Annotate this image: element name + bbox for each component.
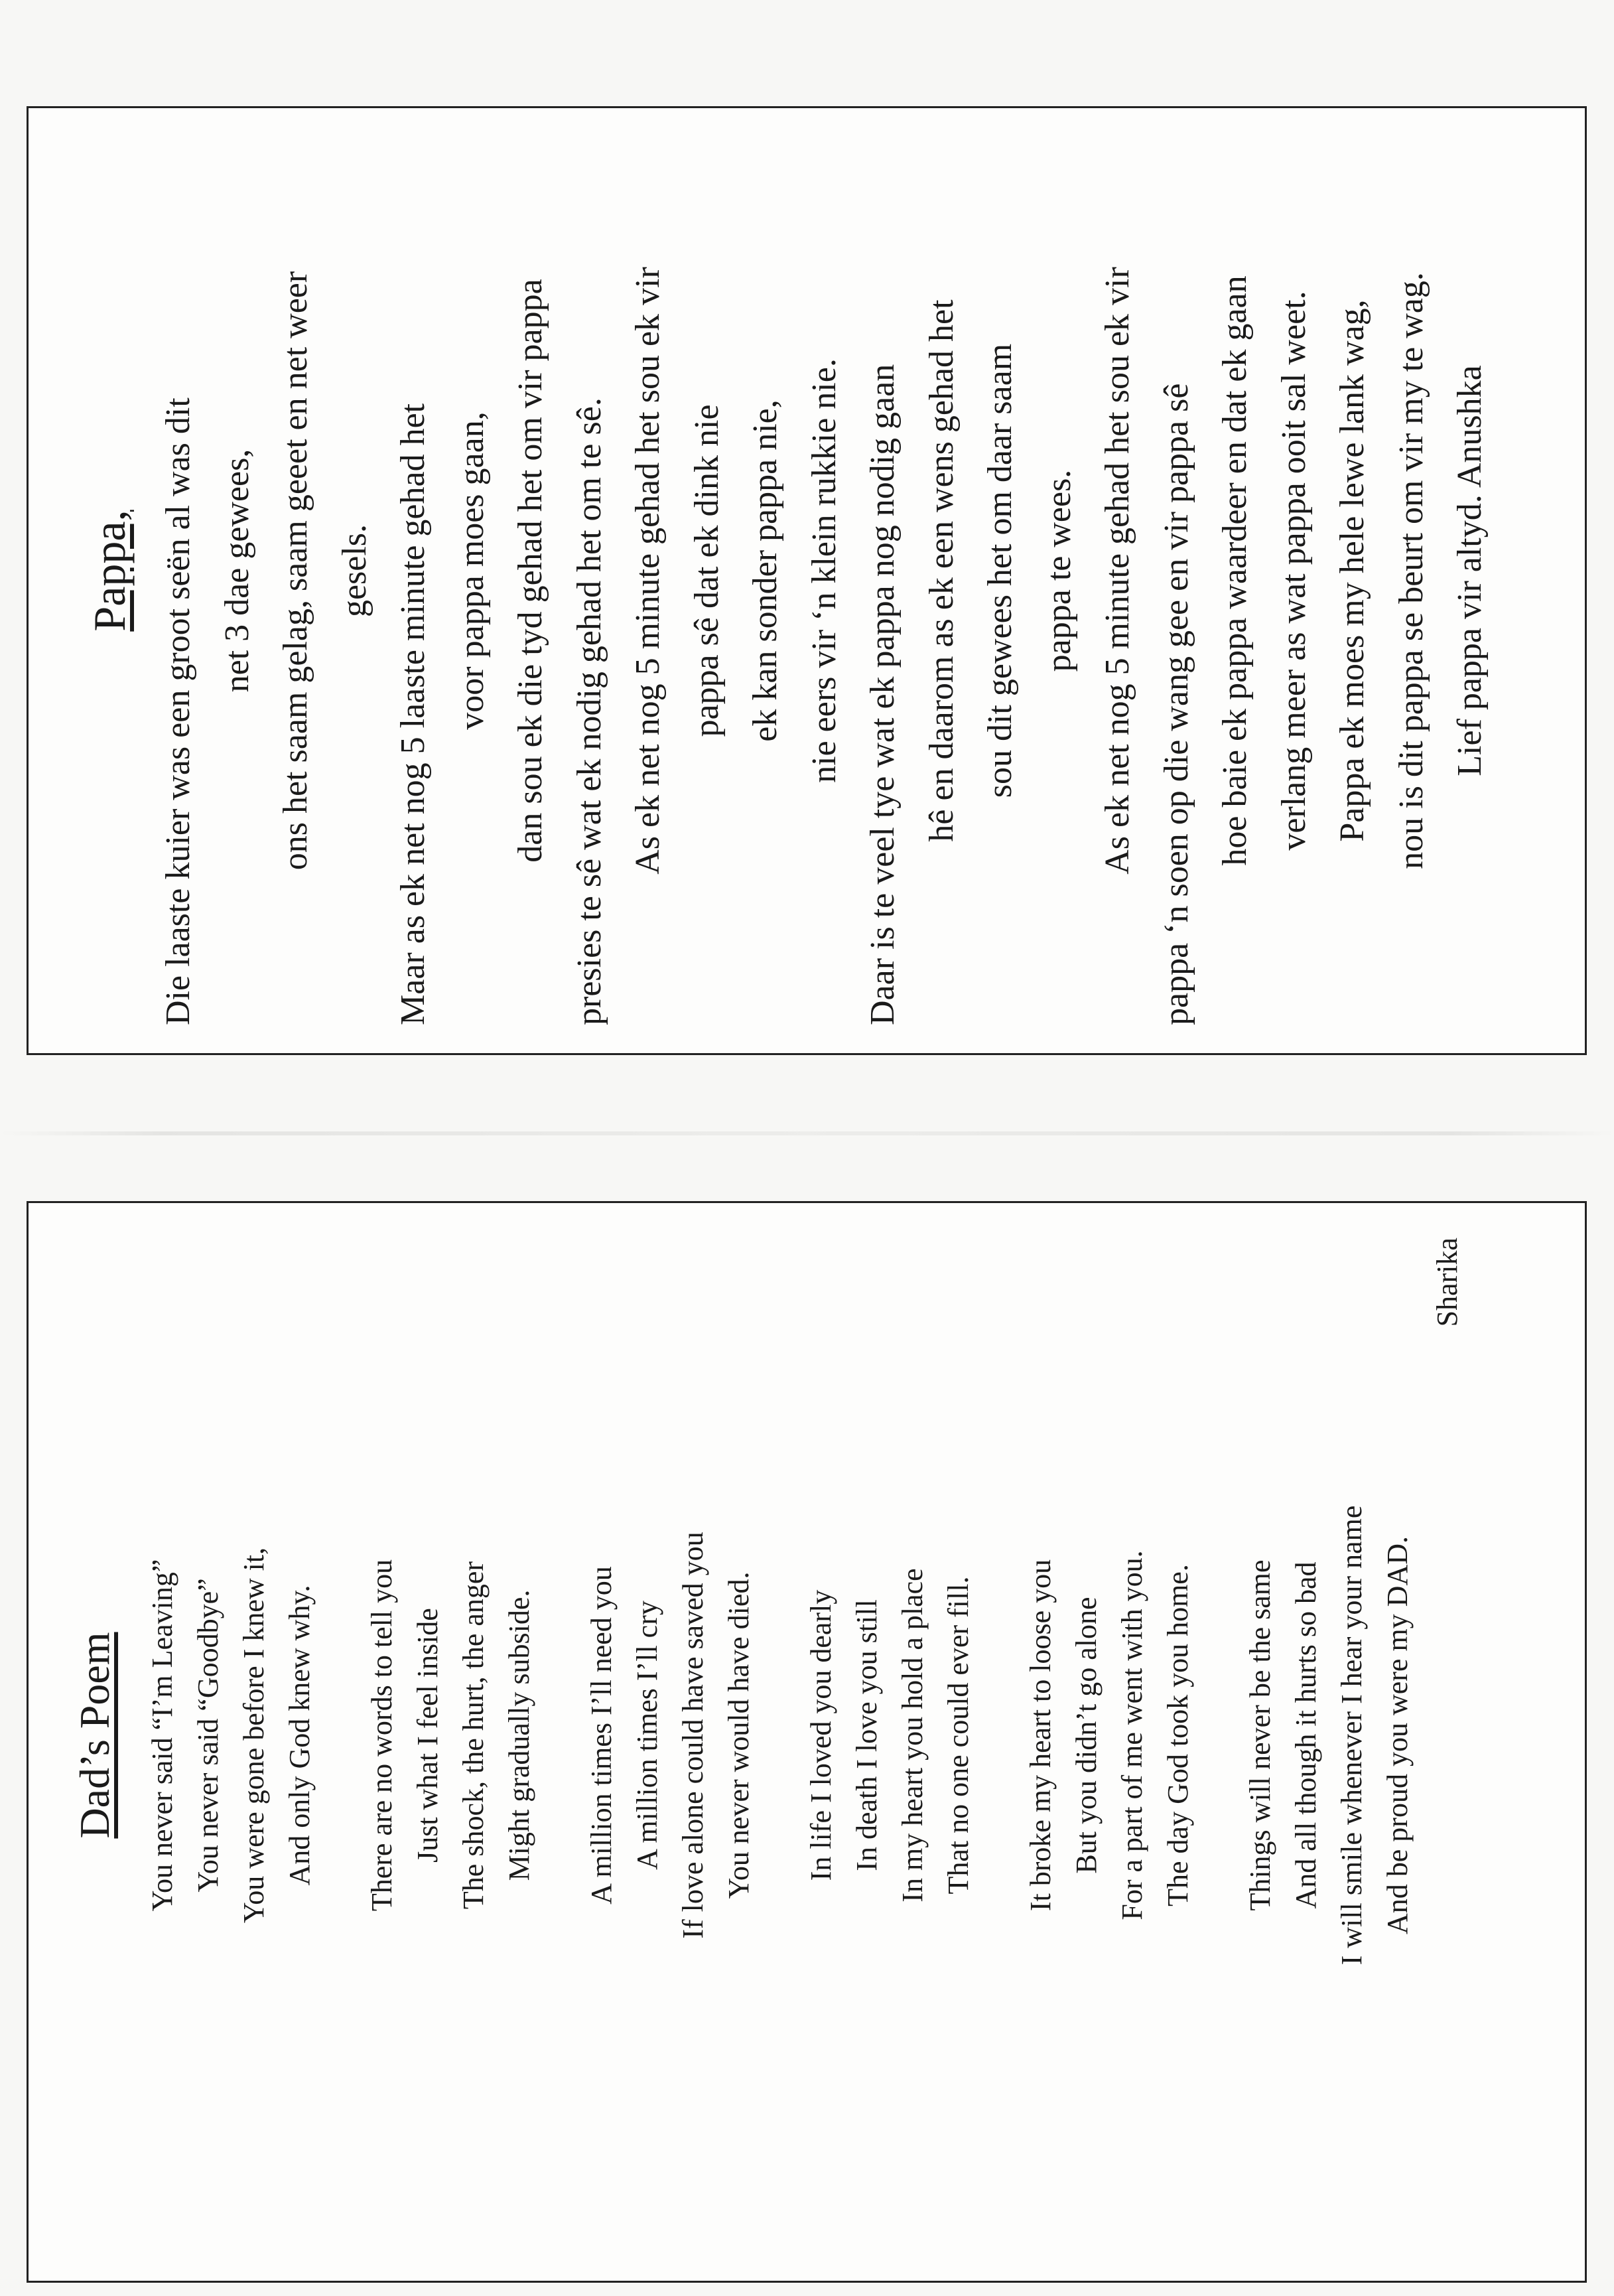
dads-poem-line: Just what I feel inside <box>411 1608 444 1863</box>
dads-poem-line: A million times I’ll cry <box>631 1601 663 1870</box>
dads-poem-stanza <box>798 1211 981 2260</box>
pappa-poem-content <box>37 116 1576 1045</box>
dads-poem-line: Might gradually subside. <box>503 1589 535 1881</box>
dads-poem-line: But you didn’t go alone <box>1070 1597 1103 1874</box>
pappa-poem-lines <box>149 116 1500 1025</box>
pappa-poem-line: nie eers vir ‘n klein rukkie nie. <box>805 358 843 783</box>
pappa-poem-line: ons het saam gelag, saam geeet en net weer <box>277 271 314 871</box>
pappa-poem-line: gesels. <box>335 524 373 618</box>
pappa-poem-line: hoe baie ek pappa waardeer en dat ek gaan <box>1216 275 1254 866</box>
pappa-poem-line: As ek net nog 5 minute gehad het sou ek vir <box>1099 267 1136 875</box>
pappa-poem-line: Daar is te veel tye wat ek pappa nog nodig gaan <box>864 364 902 1025</box>
dads-poem-line: For a part of me went with you. <box>1116 1550 1148 1920</box>
pappa-poem-panel <box>27 106 1587 1055</box>
pappa-poem-line: Pappa ek moes my hele lewe lank wag, <box>1333 299 1371 842</box>
pappa-poem-line: sou dit gewees het om daar saam <box>981 343 1019 798</box>
dads-poem-line: In death I love you still <box>850 1599 883 1871</box>
pappa-poem-line: presies te sê wat ek nodig gehad het om te sê. <box>570 397 608 1025</box>
pappa-poem-line: ek kan sonder pappa nie, <box>746 399 784 742</box>
dads-poem-stanza <box>1018 1211 1201 2260</box>
dads-poem-stanza <box>578 1211 762 2260</box>
pappa-poem-line: pappa te wees. <box>1040 469 1078 672</box>
dads-poem-stanza <box>359 1211 542 2260</box>
dads-poem-line: A million times I’ll need you <box>585 1566 618 1904</box>
dads-poem-line: If love alone could have saved you <box>677 1532 709 1939</box>
pappa-poem-line: net 3 dae gewees, <box>218 449 256 693</box>
dads-poem-line: It broke my heart to loose you <box>1024 1559 1057 1912</box>
dads-poem-line: And be proud you were my DAD. <box>1381 1536 1414 1934</box>
pappa-poem-line: pappa ‘n soen op die wang gee en vir pappa sê <box>1157 383 1195 1025</box>
dads-poem-panel <box>27 1201 1587 2283</box>
page-fold-line <box>0 1131 1614 1135</box>
pappa-poem-line: hê en daarom as ek een wens gehad het <box>922 299 961 842</box>
dads-poem-line: In my heart you hold a place <box>896 1568 929 1902</box>
dads-poem-line: And only God knew why. <box>283 1585 316 1886</box>
pappa-poem-line: Lief pappa vir altyd. Anushka <box>1451 365 1489 776</box>
dads-poem-line: And all though it hurts so bad <box>1290 1561 1322 1909</box>
dads-poem-line: You were gone before I knew it, <box>237 1547 270 1924</box>
dads-poem-line: In life I loved you dearly <box>805 1589 837 1881</box>
dads-poem-line: You never said “Goodbye” <box>192 1578 224 1893</box>
dads-poem-stanzas <box>139 1211 1420 2260</box>
pappa-poem-line: verlang meer as wat pappa ooit sal weet. <box>1274 291 1313 851</box>
dads-poem-line: You never would have died. <box>722 1571 755 1899</box>
dads-poem-line: There are no words to tell you <box>366 1559 398 1912</box>
pappa-poem-line: voor pappa moes gaan, <box>452 411 491 730</box>
dads-poem-title: Dad’s Poem <box>71 1632 118 1839</box>
pappa-poem-title: Pappa, <box>84 510 135 632</box>
dads-poem-stanza <box>1237 1211 1420 2260</box>
pappa-poem-line: dan sou ek die tyd gehad het om vir pappa <box>511 279 549 863</box>
pappa-poem-line: Maar as ek net nog 5 laaste minute gehad het <box>394 403 432 1025</box>
dads-poem-content <box>37 1211 1576 2273</box>
pappa-poem-line: Die laaste kuier was een groot seën al was dit <box>159 397 197 1025</box>
pappa-poem-line: As ek net nog 5 minute gehad het sou ek vir <box>629 267 667 875</box>
dads-poem-line: Things will never be the same <box>1244 1559 1276 1911</box>
dads-poem-signature: Sharika <box>1431 1238 1463 1327</box>
dads-poem-line: The shock, the hurt, the anger <box>457 1561 490 1910</box>
pappa-poem-line: pappa sê dat ek dink nie <box>687 404 726 737</box>
dads-poem-line: You never said “I’m Leaving” <box>146 1559 178 1912</box>
dads-poem-line: The day God took you home. <box>1162 1564 1194 1906</box>
pappa-poem-line: nou is dit pappa se beurt om vir my te wag. <box>1392 272 1430 869</box>
dads-poem-stanza <box>139 1211 322 2260</box>
dads-poem-line: I will smile whenever I hear your name <box>1335 1505 1368 1966</box>
dads-poem-line: That no one could ever fill. <box>942 1576 975 1895</box>
